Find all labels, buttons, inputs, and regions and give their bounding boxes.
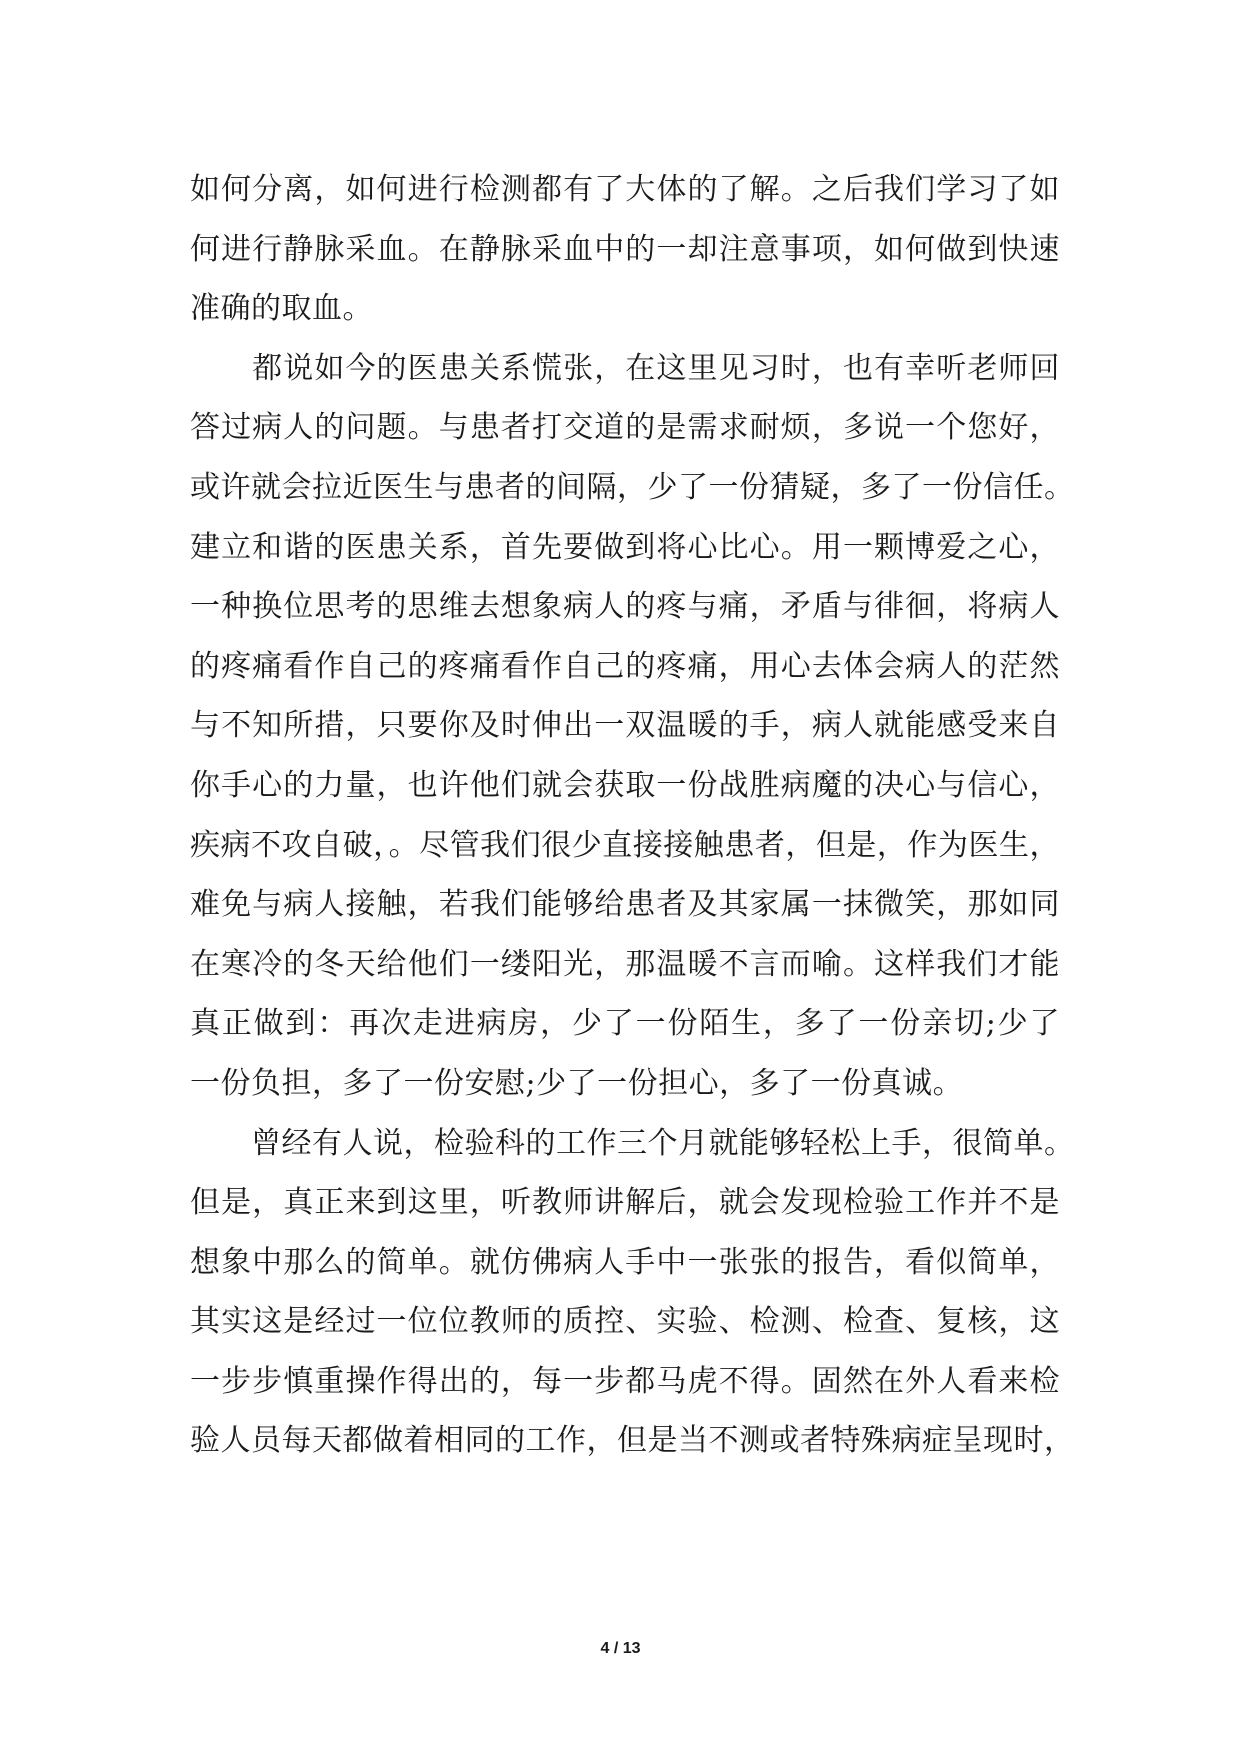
text-line: 想象中那么的简单。就仿佛病人手中一张张的报告，看似简单， bbox=[190, 1244, 1060, 1280]
text-line: 在寒冷的冬天给他们一缕阳光，那温暖不言而喻。这样我们才能 bbox=[190, 946, 1060, 982]
text-line: 其实这是经过一位位教师的质控、实验、检测、检查、复核，这 bbox=[190, 1304, 1060, 1340]
body-text bbox=[190, 160, 1075, 1471]
text-line: 或许就会拉近医生与患者的间隔，少了一份猜疑，多了一份信任。 bbox=[190, 469, 1075, 505]
text-line: 如何分离，如何进行检测都有了大体的了解。之后我们学习了如 bbox=[190, 172, 1060, 207]
text-line: 的疼痛看作自己的疼痛看作自己的疼痛，用心去体会病人的茫然 bbox=[190, 648, 1060, 684]
text-line: 建立和谐的医患关系，首先要做到将心比心。用一颗博爱之心， bbox=[190, 529, 1060, 565]
text-line: 曾经有人说，检验科的工作三个月就能够轻松上手，很简单。 bbox=[190, 1125, 1075, 1161]
text-line: 一种换位思考的思维去想象病人的疼与痛，矛盾与徘徊，将病人 bbox=[190, 589, 1060, 625]
text-line: 答过病人的问题。与患者打交道的是需求耐烦，多说一个您好， bbox=[190, 410, 1060, 446]
text-line: 疾病不攻自破，。尽管我们很少直接接触患者，但是，作为医生， bbox=[190, 827, 1060, 863]
text-line: 一份负担，多了一份安慰;少了一份担心，多了一份真诚。 bbox=[190, 1065, 964, 1101]
page-number: 4 / 13 bbox=[600, 1640, 641, 1657]
text-line: 真正做到：再次走进病房，少了一份陌生，多了一份亲切;少了 bbox=[190, 1006, 1060, 1042]
text-line: 但是，真正来到这里，听教师讲解后，就会发现检验工作并不是 bbox=[190, 1185, 1060, 1221]
text-line: 你手心的力量，也许他们就会获取一份战胜病魔的决心与信心， bbox=[190, 767, 1060, 803]
text-line: 一步步慎重操作得出的，每一步都马虎不得。固然在外人看来检 bbox=[190, 1363, 1060, 1399]
text-line: 验人员每天都做着相同的工作，但是当不测或者特殊病症呈现时， bbox=[190, 1423, 1075, 1459]
text-line: 难免与病人接触，若我们能够给患者及其家属一抹微笑，那如同 bbox=[190, 887, 1060, 923]
text-line: 准确的取血。 bbox=[190, 291, 373, 327]
text-line: 何进行静脉采血。在静脉采血中的一却注意事项，如何做到快速 bbox=[190, 231, 1060, 267]
text-line: 与不知所措，只要你及时伸出一双温暖的手，病人就能感受来自 bbox=[190, 708, 1060, 744]
text-line: 都说如今的医患关系慌张，在这里见习时，也有幸听老师回 bbox=[190, 350, 1060, 386]
